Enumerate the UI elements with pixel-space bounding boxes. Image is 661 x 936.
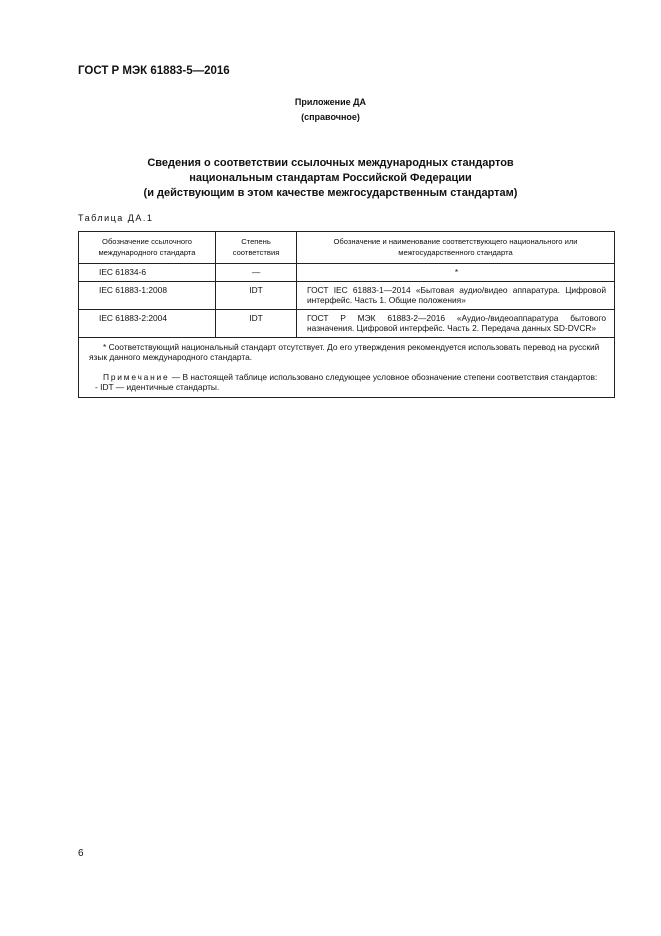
table-header-row xyxy=(79,232,615,264)
reference-standard-cell: IEC 61883-1:2008 xyxy=(79,281,216,309)
table-notes xyxy=(79,337,615,397)
column-header-degree: Степень соответствия xyxy=(216,232,297,264)
table-caption: Таблица ДА.1 xyxy=(78,213,154,223)
column-header-reference: Обозначение ссылочного международного стандарта xyxy=(79,232,216,264)
document-code: ГОСТ Р МЭК 61883-5—2016 xyxy=(78,65,230,77)
note-list-item: - IDT — идентичные стандарты. xyxy=(95,382,220,392)
table-note xyxy=(89,372,606,383)
note-text: — В настоящей таблице использовано следующее условное обозначение степени соответствия стандартов: xyxy=(169,371,598,382)
table-row xyxy=(79,281,615,309)
table-notes-row xyxy=(79,337,615,397)
section-heading xyxy=(60,156,601,201)
table-row xyxy=(79,264,615,282)
degree-cell: IDT xyxy=(216,309,297,337)
table-footnote: * Соответствующий национальный стандарт отсутствует. До его утверждения рекомендуется использовать перевод на русский язык данного международного стандарта. xyxy=(89,341,600,362)
heading-line: (и действующим в этом качестве межгосударственным стандартам) xyxy=(143,187,518,199)
reference-standard-cell: IEC 61883-2:2004 xyxy=(79,309,216,337)
table-row xyxy=(79,309,615,337)
annex-title: Приложение ДА xyxy=(294,97,367,107)
national-standard-cell: ГОСТ Р МЭК 61883-2—2016 «Аудио-/видеоаппаратура бытового назначения. Цифровой интерфейс. Часть 2. Передача данных SD-DVCR» xyxy=(297,309,615,337)
reference-standard-cell: IEC 61834-6 xyxy=(79,264,216,282)
degree-cell: IDT xyxy=(216,281,297,309)
correspondence-table xyxy=(78,231,615,398)
column-header-national: Обозначение и наименование соответствующего национального или межгосударственного стандарта xyxy=(297,232,615,264)
heading-line: Сведения о соответствии ссылочных международных стандартов xyxy=(147,157,514,169)
annex-block xyxy=(0,95,661,125)
page-number: 6 xyxy=(78,848,84,859)
degree-cell: — xyxy=(216,264,297,282)
annex-subtitle: (справочное) xyxy=(301,112,360,122)
note-label: Примечание xyxy=(103,371,170,382)
heading-line: национальным стандартам Российской Федерации xyxy=(189,172,472,184)
national-standard-cell: * xyxy=(297,264,615,282)
national-standard-cell: ГОСТ IEC 61883-1—2014 «Бытовая аудио/видео аппаратура. Цифровой интерфейс. Часть 1. Общие положения» xyxy=(297,281,615,309)
